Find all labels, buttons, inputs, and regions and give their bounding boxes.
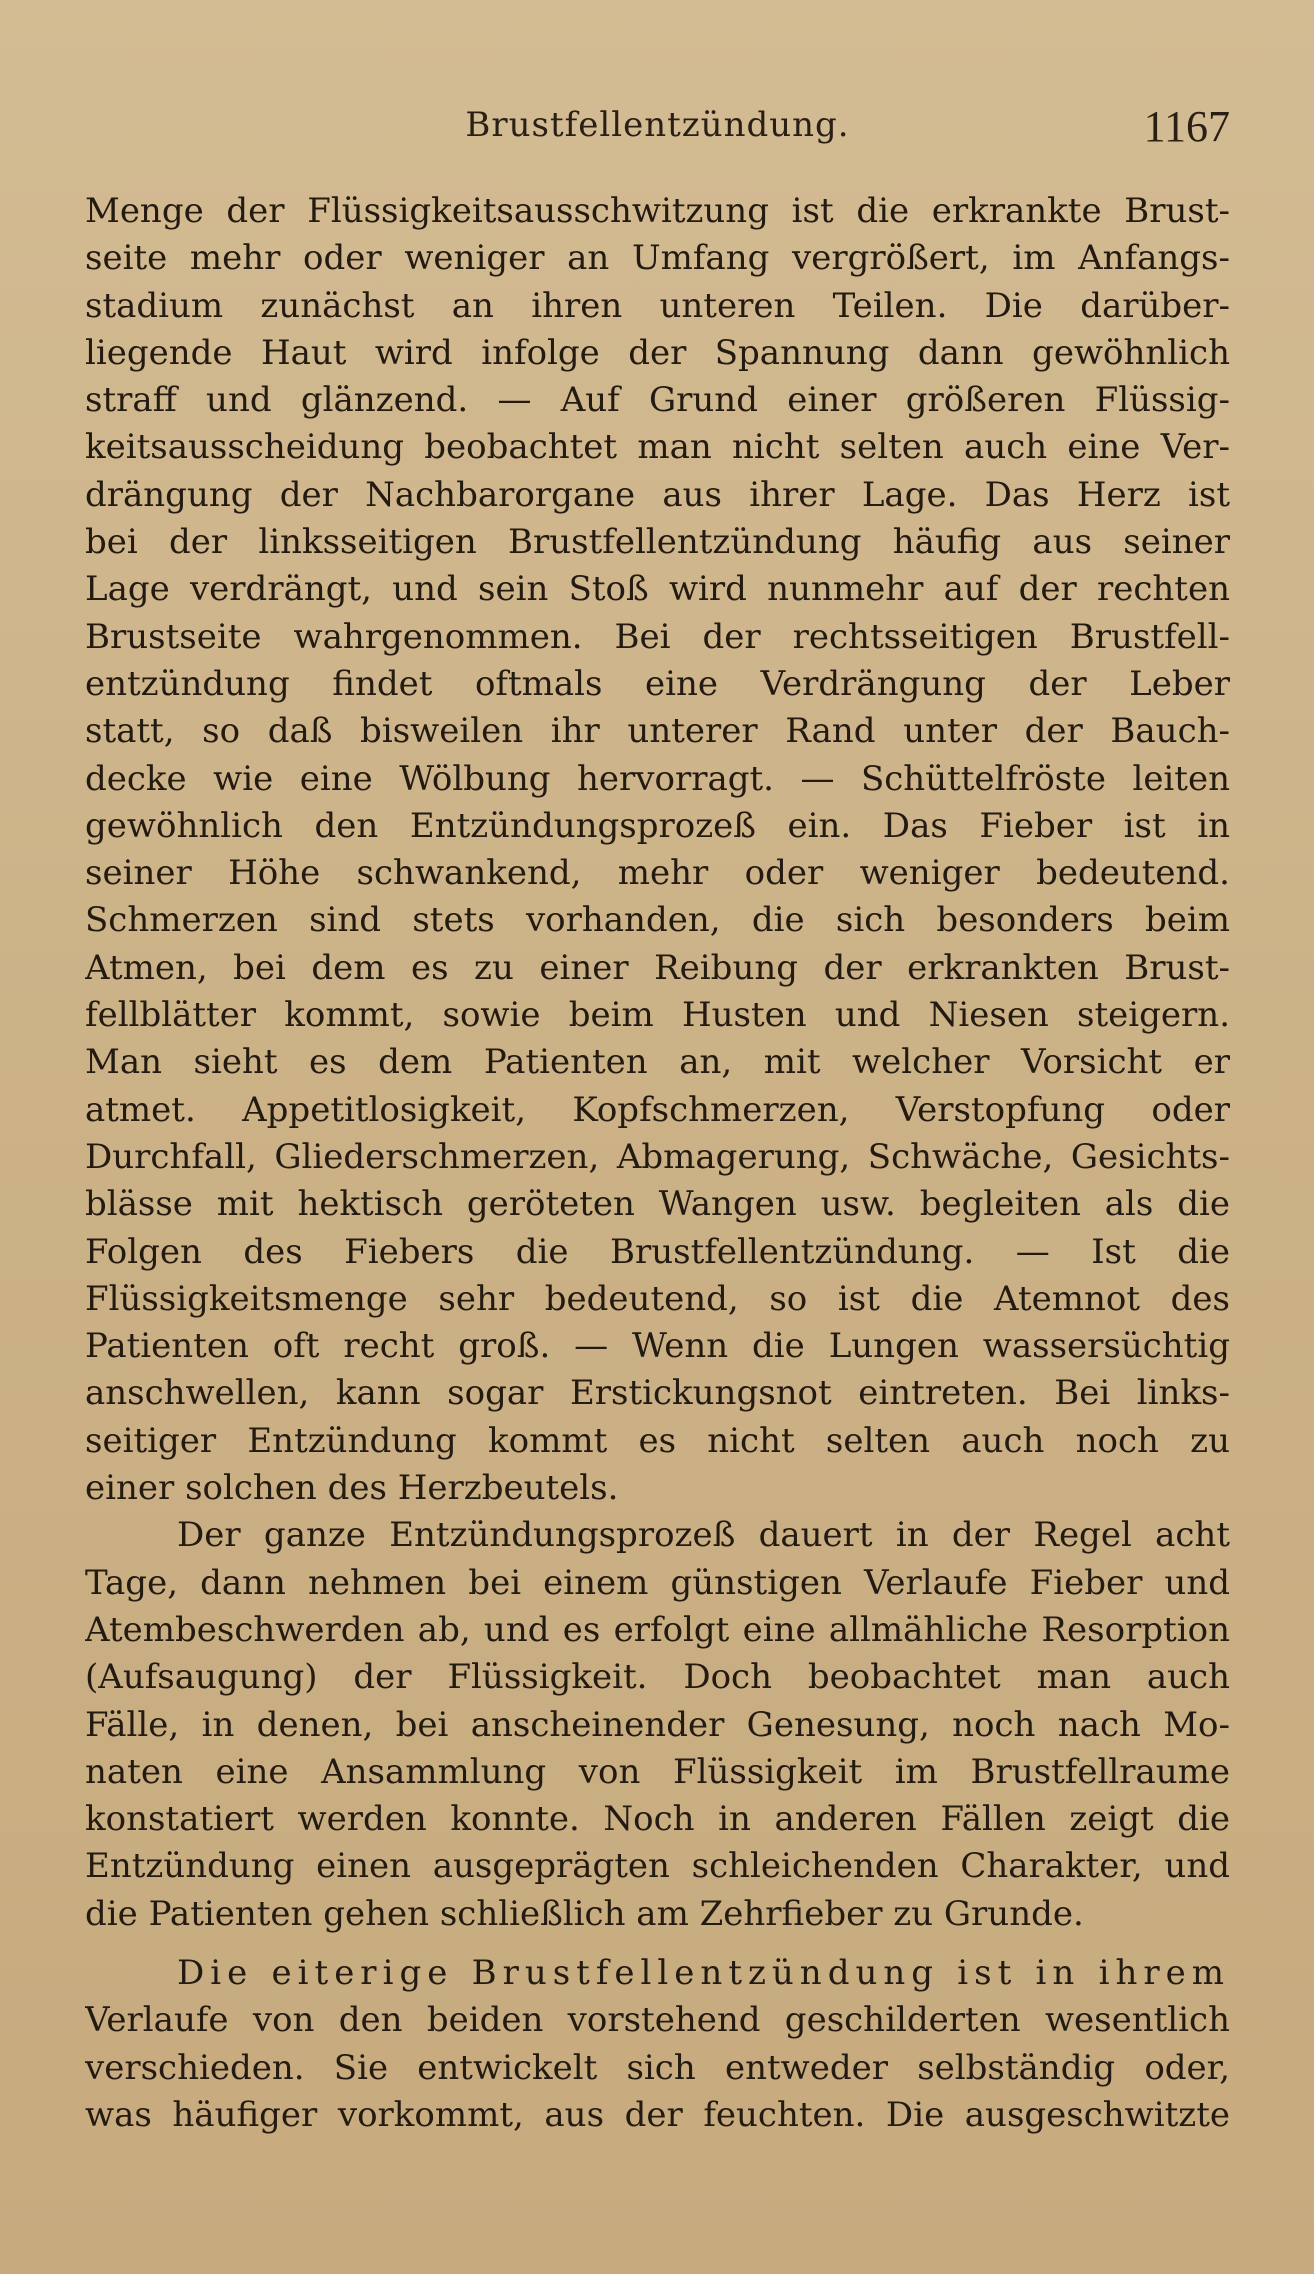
text-line: Man sieht es dem Patienten an, mit welcher Vorsicht er	[85, 1042, 1230, 1083]
text-line: einer solchen des Herzbeutels.	[85, 1468, 619, 1509]
text-line: die Patienten gehen schließlich am Zehrfieber zu Grunde.	[85, 1893, 1084, 1934]
text-line: verschieden. Sie entwickelt sich entweder selbständig oder,	[85, 2047, 1230, 2088]
text-line: statt, so daß bisweilen ihr unterer Rand unter der Bauch-	[85, 711, 1230, 752]
text-line: stadium zunächst an ihren unteren Teilen. Die darüber-	[85, 285, 1230, 326]
text-line: was häufiger vorkommt, aus der feuchten. Die ausgeschwitzte	[85, 2094, 1230, 2135]
page-header	[85, 102, 1230, 161]
text-line: gewöhnlich den Entzündungsprozeß ein. Das Fieber ist in	[85, 805, 1230, 846]
text-line: seitiger Entzündung kommt es nicht selten auch noch zu	[85, 1420, 1230, 1461]
text-line: Entzündung einen ausgeprägten schleichenden Charakter, und	[85, 1846, 1230, 1887]
text-line: keitsausscheidung beobachtet man nicht selten auch eine Ver-	[85, 427, 1230, 468]
text-line: seiner Höhe schwankend, mehr oder weniger bedeutend.	[85, 853, 1230, 894]
text-line: Folgen des Fiebers die Brustfellentzündung. — Ist die	[85, 1231, 1230, 1272]
text-line: konstatiert werden konnte. Noch in anderen Fällen zeigt die	[85, 1799, 1230, 1840]
text-line: Flüssigkeitsmenge sehr bedeutend, so ist die Atemnot des	[85, 1278, 1230, 1319]
body-text	[85, 188, 1230, 2139]
text-line: Atembeschwerden ab, und es erfolgt eine allmähliche Resorption	[85, 1609, 1230, 1650]
text-line: Tage, dann nehmen bei einem günstigen Verlaufe Fieber und	[85, 1562, 1230, 1603]
text-line: fellblätter kommt, sowie beim Husten und Niesen steigern.	[85, 995, 1230, 1036]
text-line: (Aufsaugung) der Flüssigkeit. Doch beobachtet man auch	[85, 1657, 1230, 1698]
text-line: entzündung findet oftmals eine Verdrängung der Leber	[85, 663, 1230, 704]
text-line: Der ganze Entzündungsprozeß dauert in der Regel acht	[177, 1515, 1230, 1556]
text-line: Schmerzen sind stets vorhanden, die sich besonders beim	[85, 900, 1230, 941]
page-number: 1167	[1143, 102, 1230, 151]
text-line: seite mehr oder weniger an Umfang vergrößert, im Anfangs-	[85, 238, 1230, 279]
paragraph	[85, 188, 1230, 1512]
text-line: Fälle, in denen, bei anscheinender Genesung, noch nach Mo-	[85, 1704, 1230, 1745]
paragraph-gap	[85, 1938, 1230, 1950]
text-line: drängung der Nachbarorgane aus ihrer Lage. Das Herz ist	[85, 474, 1230, 515]
text-line: Durchfall, Gliederschmerzen, Abmagerung, Schwäche, Gesichts-	[85, 1136, 1230, 1177]
text-line: naten eine Ansammlung von Flüssigkeit im Brustfellraume	[85, 1751, 1230, 1792]
text-line: Lage verdrängt, und sein Stoß wird nunmehr auf der rechten	[85, 569, 1230, 610]
text-line: decke wie eine Wölbung hervorragt. — Schüttelfröste leiten	[85, 758, 1230, 799]
text-line: blässe mit hektisch geröteten Wangen usw. begleiten als die	[85, 1184, 1230, 1225]
text-line: liegende Haut wird infolge der Spannung dann gewöhnlich	[85, 332, 1230, 373]
text-line: Brustseite wahrgenommen. Bei der rechtsseitigen Brustfell-	[85, 616, 1230, 657]
text-line: straff und glänzend. — Auf Grund einer größeren Flüssig-	[85, 380, 1230, 421]
text-line: Atmen, bei dem es zu einer Reibung der erkrankten Brust-	[85, 947, 1230, 988]
text-line: atmet. Appetitlosigkeit, Kopfschmerzen, Verstopfung oder	[85, 1089, 1230, 1130]
text-line: Patienten oft recht groß. — Wenn die Lungen wassersüchtig	[85, 1326, 1230, 1367]
text-line: Die eiterige Brustfellentzündung ist in ihrem	[177, 1952, 1230, 1993]
paragraph	[85, 1512, 1230, 1938]
text-line: anschwellen, kann sogar Erstickungsnot eintreten. Bei links-	[85, 1373, 1230, 1414]
text-line: bei der linksseitigen Brustfellentzündung häufig aus seiner	[85, 522, 1230, 563]
text-line: Verlaufe von den beiden vorstehend geschilderten wesentlich	[85, 2000, 1230, 2041]
paragraph	[85, 1950, 1230, 2139]
running-title: Brustfellentzündung.	[465, 105, 850, 145]
text-line: Menge der Flüssigkeitsausschwitzung ist die erkrankte Brust-	[85, 191, 1230, 231]
